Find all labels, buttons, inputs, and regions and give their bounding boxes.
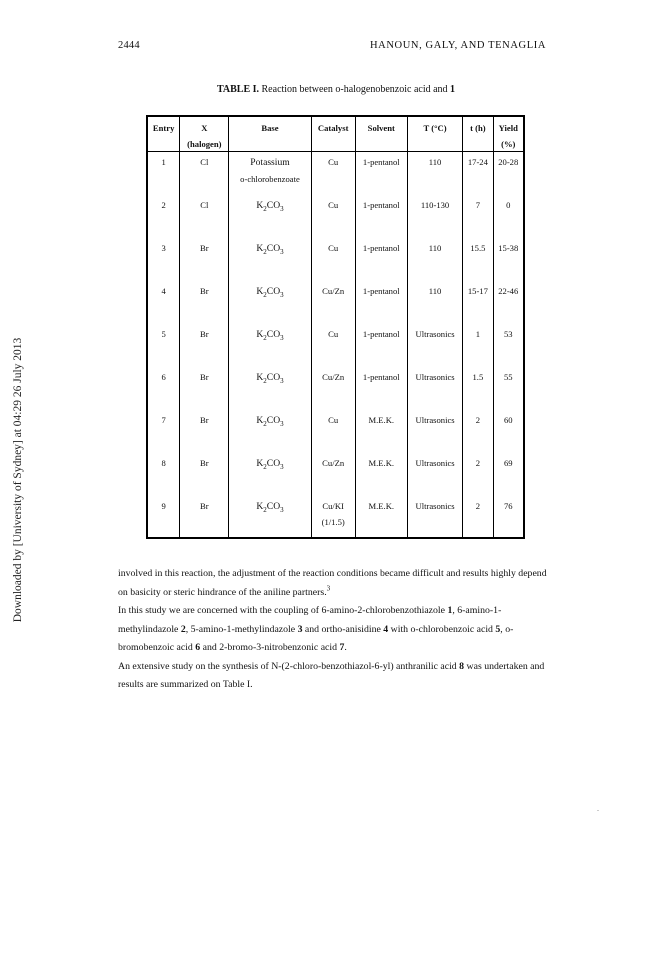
cell-time: 1.5 [463, 367, 493, 410]
paragraph-1: involved in this reaction, the adjustment of the reaction conditions became difficult and results highly depend on basicity or steric hindrance of the aniline partners.$^3$ [118, 568, 547, 598]
cell-base: $K_2CO_3$ [229, 496, 311, 538]
download-note: Downloaded by [University of Sydney] at 04:29 26 July 2013 [12, 337, 24, 623]
cell-solvent: M.E.K. [355, 410, 407, 453]
cell-catalyst: Cu [311, 195, 355, 238]
table-row [147, 453, 524, 496]
cell-solvent: 1-pentanol [355, 152, 407, 195]
cell-catalyst: Cu/KI (1/1.5) [311, 496, 355, 538]
cell-entry: 9 [161, 500, 166, 511]
cell-yield: 60 [493, 410, 524, 453]
cell-base: Potassium o-chlorobenzoate [229, 152, 311, 195]
cell-solvent: 1-pentanol [355, 195, 407, 238]
table-row [147, 496, 524, 538]
cell-catalyst: Cu [311, 152, 355, 195]
cell-temp: Ultrasonics [407, 453, 462, 496]
cell-base: $K_2CO_3$ [229, 281, 311, 324]
header-yield-sub: (%) [493, 138, 524, 152]
table-row [147, 410, 524, 453]
cell-entry: 1 [161, 157, 166, 167]
cell-time: 17-24 [463, 152, 493, 195]
header-x: X [180, 116, 229, 138]
header-catalyst: Catalyst [311, 116, 355, 138]
cell-temp: 110 [407, 152, 462, 195]
cell-x: Br [180, 496, 229, 538]
header-yield: Yield [493, 116, 524, 138]
cell-time: 15.5 [463, 238, 493, 281]
cell-solvent: 1-pentanol [355, 324, 407, 367]
cell-yield: 55 [493, 367, 524, 410]
cell-base: $K_2CO_3$ [229, 238, 311, 281]
cell-temp: 110-130 [407, 195, 462, 238]
cell-entry: 5 [161, 328, 166, 339]
cell-base: $K_2CO_3$ [229, 195, 311, 238]
reference-marker: 3 [326, 584, 331, 593]
cell-yield: 0 [493, 195, 524, 238]
header-x-sub: (halogen) [180, 138, 229, 152]
cell-time: 2 [463, 496, 493, 538]
cell-time: 1 [463, 324, 493, 367]
cell-x: Br [180, 238, 229, 281]
cell-time: 2 [463, 410, 493, 453]
cell-time: 2 [463, 453, 493, 496]
cell-yield: 15-38 [493, 238, 524, 281]
cell-catalyst: Cu/Zn [311, 281, 355, 324]
cell-temp: Ultrasonics [407, 410, 462, 453]
table-row [147, 367, 524, 410]
table-body [147, 152, 524, 538]
header-time: t (h) [463, 116, 493, 138]
table-caption-label: TABLE I. [216, 84, 260, 95]
cell-catalyst: Cu [311, 410, 355, 453]
cell-base: $K_2CO_3$ [229, 453, 311, 496]
cell-temp: Ultrasonics [407, 367, 462, 410]
cell-base: $K_2CO_3$ [229, 410, 311, 453]
cell-yield: 53 [493, 324, 524, 367]
cell-catalyst: Cu/Zn [311, 453, 355, 496]
table-caption-compound: 1 [450, 84, 456, 95]
cell-entry: 4 [161, 285, 166, 296]
cell-temp: 110 [407, 281, 462, 324]
cell-yield: 76 [493, 496, 524, 538]
header-entry: Entry [152, 123, 175, 133]
cell-catalyst: Cu [311, 238, 355, 281]
table-row [147, 195, 524, 238]
cell-x: Br [180, 324, 229, 367]
header-base: Base [229, 116, 311, 138]
cell-time: 7 [463, 195, 493, 238]
cell-catalyst: Cu/Zn [311, 367, 355, 410]
cell-x: Cl [180, 195, 229, 238]
cell-x: Br [180, 453, 229, 496]
cell-x: Cl [180, 152, 229, 195]
cell-x: Br [180, 367, 229, 410]
cell-temp: 110 [407, 238, 462, 281]
cell-temp: Ultrasonics [407, 496, 462, 538]
cell-x: Br [180, 281, 229, 324]
cell-catalyst: Cu [311, 324, 355, 367]
table-row [147, 281, 524, 324]
cell-entry: 6 [161, 371, 166, 382]
cell-yield: 22-46 [493, 281, 524, 324]
page-number: 2444 [118, 40, 140, 51]
cell-time: 15-17 [463, 281, 493, 324]
table-caption-text: Reaction between o-halogenobenzoic acid and [259, 84, 451, 95]
cell-entry: 7 [161, 414, 166, 425]
header-temp: T (°C) [407, 116, 462, 138]
table-row [147, 324, 524, 367]
cell-solvent: 1-pentanol [355, 367, 407, 410]
cell-solvent: M.E.K. [355, 496, 407, 538]
cell-x: Br [180, 410, 229, 453]
running-head: HANOUN, GALY, AND TENAGLIA [369, 40, 546, 51]
reaction-table [146, 115, 525, 539]
cell-solvent: 1-pentanol [355, 281, 407, 324]
cell-entry: 3 [161, 242, 166, 253]
cell-entry: 2 [161, 199, 166, 210]
body-text [118, 565, 548, 695]
cell-base: $K_2CO_3$ [229, 324, 311, 367]
paragraph-2: In this study we are concerned with the coupling of 6-amino-2-chlorobenzothiazole 1, 6-amino-1-methylindazole 2, 5-amino-1-methylindazole 3 and ortho-anisidine 4 with o-chlorobenzoic acid 5, o-bromobenzoic acid 6 and 2-bromo-3-nitrobenzonic acid 7. [118, 605, 514, 653]
cell-solvent: 1-pentanol [355, 238, 407, 281]
table-caption [0, 84, 672, 95]
paragraph-3: An extensive study on the synthesis of N-(2-chloro-benzothiazol-6-yl) anthranilic acid 8 was undertaken and results are summarized on Table I. [118, 660, 545, 690]
cell-temp: Ultrasonics [407, 324, 462, 367]
header-solvent: Solvent [355, 116, 407, 138]
cell-yield: 20-28 [493, 152, 524, 195]
cell-base: $K_2CO_3$ [229, 367, 311, 410]
cell-entry: 8 [161, 457, 166, 468]
scan-speck [597, 810, 599, 811]
cell-solvent: M.E.K. [355, 453, 407, 496]
table-row [147, 238, 524, 281]
cell-yield: 69 [493, 453, 524, 496]
table-row [147, 152, 524, 195]
